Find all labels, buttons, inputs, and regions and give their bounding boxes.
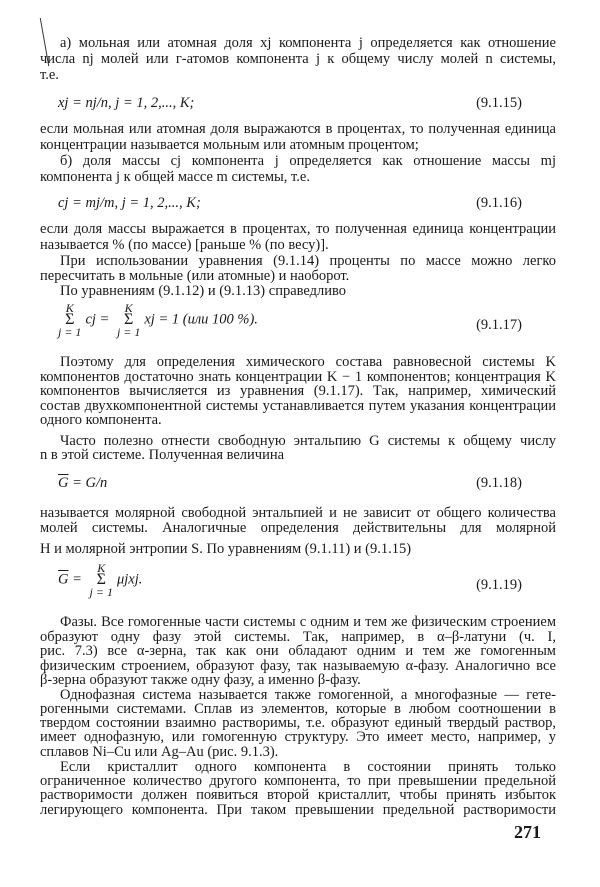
- text-line: ограниченное количество другого компонента, то при превышении предельной: [40, 773, 556, 789]
- text-line: компонентов вычисляется из уравнения (9.1.17). Так, например, химический: [40, 383, 556, 399]
- text-line: По уравнениям (9.1.12) и (9.1.13) справедливо: [60, 283, 347, 299]
- text-line: рогенными системами. Сплав из элементов, которые в любом соотношении в: [40, 701, 556, 717]
- text-line: называется % (по массе) [раньше % (по весу)].: [40, 237, 329, 253]
- text-line: образуют одну фазу этой системы. Так, например, в α–β-латуни (ч. I,: [40, 629, 556, 645]
- text-line: сплавов Ni–Cu или Ag–Au (рис. 9.1.3).: [40, 744, 279, 760]
- equation-number: (9.1.17): [476, 317, 522, 333]
- text-line: а) мольная или атомная доля xj компонента j определяется как отношение: [60, 35, 556, 51]
- text-line: n в этой системе. Полученная величина: [40, 447, 285, 463]
- text-line: Если кристаллит одного компонента в состоянии принять только: [60, 759, 556, 775]
- text-line: Поэтому для определения химического состава равновесной системы K: [60, 354, 556, 370]
- text-line: б) доля массы cj компонента j определяется как отношение массы mj: [60, 153, 556, 169]
- text-line: одного компонента.: [40, 412, 162, 428]
- equation-9-1-19: $\overline{G}$ = K Σ j = 1 μjxj.: [58, 561, 143, 599]
- text-line: называется молярной свободной энтальпией и не зависит от общего количества: [40, 505, 556, 521]
- equation-9-1-17: K Σ j = 1 cj = K Σ j = 1 xj = 1 (или 100 %).: [58, 301, 258, 339]
- text-line: если мольная или атомная доля выражаются в процентах, то полученная единица: [40, 121, 556, 137]
- text-line: твердом состоянии взаимно растворимы, т.е. образуют единый твердый раствор,: [40, 715, 556, 731]
- page-number: 271: [514, 822, 541, 842]
- equation-number: (9.1.16): [476, 195, 522, 211]
- text-line: числа nj молей или г-атомов компонента j к общему числу молей n системы,: [40, 51, 556, 67]
- text-line: физическим строением, образуют фазу, так называемую α-фазу. Аналогично все: [40, 658, 556, 674]
- text-line: легирующего компонента. При таком превышении предельной растворимости: [40, 802, 556, 818]
- text-line: т.е.: [40, 67, 59, 83]
- text-line: растворимости должен появиться второй кристаллит, чтобы принять избыток: [40, 787, 556, 803]
- equation-9-1-16: cj = mj/m, j = 1, 2,..., K;: [58, 195, 201, 211]
- equation-9-1-15: xj = nj/n, j = 1, 2,..., K;: [58, 95, 195, 111]
- text-line: Фазы. Все гомогенные части системы с одним и тем же физическим строением: [60, 614, 556, 630]
- sum-symbol: K Σ j = 1: [116, 301, 141, 339]
- text-line: Часто полезно отнести свободную энтальпию G системы к общему числу: [60, 433, 556, 449]
- text-line: При использовании уравнения (9.1.14) проценты по массе можно легко: [60, 253, 556, 269]
- equation-number: (9.1.18): [476, 475, 522, 491]
- text-line: H и молярной энтропии S. По уравнениям (9.1.11) и (9.1.15): [40, 541, 412, 557]
- text-line: молей системы. Аналогичные определения действительны для молярной: [40, 520, 556, 536]
- text-line: β-зерна образуют также одну фазу, а именно β-фазу.: [40, 672, 361, 688]
- text-line: состав двухкомпонентной системы устанавливается путем указания концентрации: [40, 398, 556, 414]
- text-line: концентрации называется мольным или атомным процентом;: [40, 137, 419, 153]
- text-line: Однофазная система называется также гомогенной, а многофазные — гете-: [60, 687, 556, 703]
- equation-9-1-18: $\overline{G} = G/n$: [58, 475, 108, 491]
- text-line: если доля массы выражается в процентах, то полученная единица концентрации: [40, 221, 556, 237]
- equation-number: (9.1.15): [476, 95, 522, 111]
- sum-symbol: K Σ j = 1: [58, 301, 82, 339]
- text-line: имеет однофазную, или гомогенную структуру. Это имеет место, например, у: [40, 729, 556, 745]
- text-line: рис. 7.3) все α-зерна, так как они обладают одним и тем же гомогенным: [40, 643, 556, 659]
- equation-number: (9.1.19): [476, 577, 522, 593]
- sum-symbol: K Σ j = 1: [89, 561, 113, 599]
- text-line: компонентов достаточно знать концентрации K − 1 компонентов; концентрация K: [40, 369, 556, 385]
- text-line: компонента j к общей массе m системы, т.е.: [40, 169, 310, 185]
- text-line: пересчитать в мольные (или атомные) и наоборот.: [40, 268, 350, 284]
